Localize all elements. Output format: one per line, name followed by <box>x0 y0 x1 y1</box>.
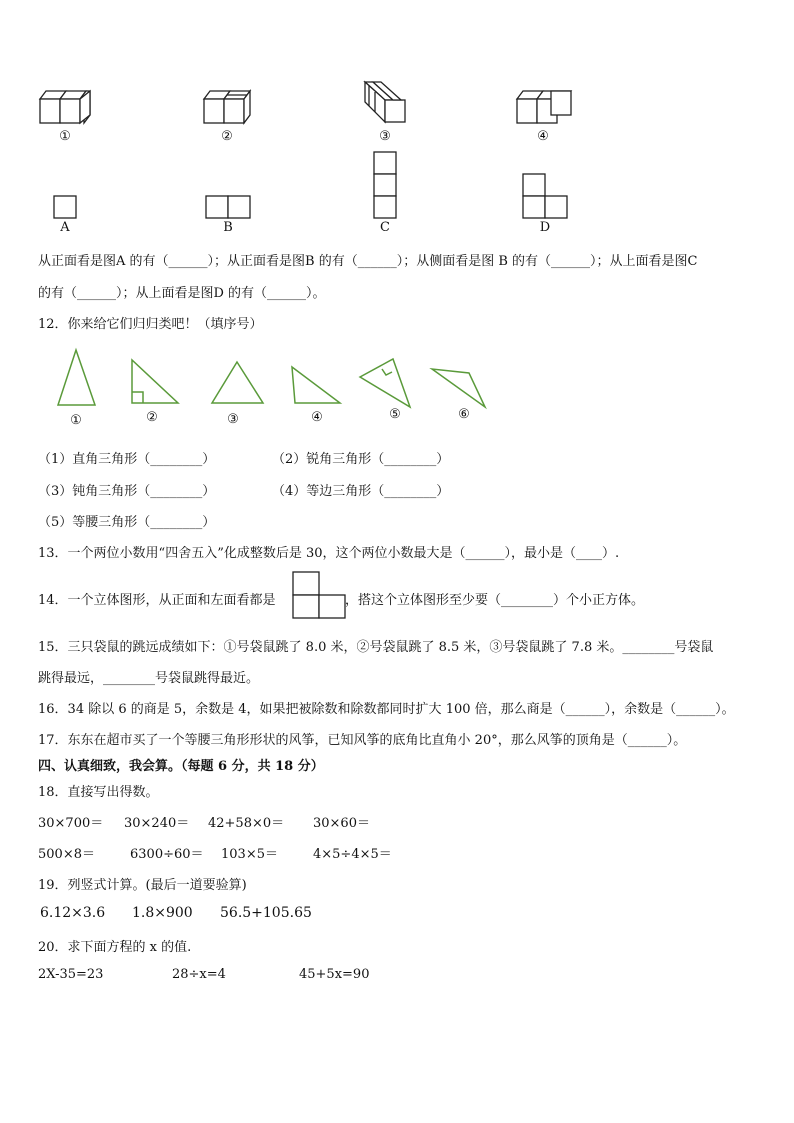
q19-item-3: 56.5+105.65 <box>220 905 312 921</box>
q18-row1-item-2: 30×240＝ <box>124 816 190 831</box>
triangle-4 <box>292 367 340 403</box>
q12-title: 12．你来给它们归归类吧！（填序号） <box>38 317 263 332</box>
triangles <box>0 0 794 440</box>
q12-item-5: （5）等腰三角形（________） <box>38 515 216 530</box>
q11-text-line2: 的有（______）；从上面看是图D 的有（______）。 <box>38 286 326 301</box>
solid-label-2: ② <box>221 129 233 144</box>
q20-title: 20．求下面方程的 x 的值. <box>38 940 192 955</box>
q14-view-figure <box>292 571 346 621</box>
q15-text-line1: 15．三只袋鼠的跳远成绩如下：①号袋鼠跳了 8.0 米，②号袋鼠跳了 8.5 米，③号袋鼠跳了 7.8 米。________号袋鼠 <box>38 640 714 655</box>
q20-item-3: 45+5x=90 <box>299 967 370 982</box>
view-label-a: A <box>60 220 70 235</box>
q20-item-2: 28÷x=4 <box>172 967 226 982</box>
triangle-label-4: ④ <box>311 410 323 425</box>
view-label-b: B <box>223 220 233 235</box>
q14-text-before: 14．一个立体图形，从正面和左面看都是 <box>38 593 276 608</box>
q18-row2-item-4: 4×5÷4×5＝ <box>313 847 392 862</box>
q19-item-1: 6.12×3.6 <box>40 905 106 921</box>
q19-title: 19．列竖式计算。(最后一道要验算) <box>38 878 247 893</box>
q18-row2-item-2: 6300÷60＝ <box>130 847 204 862</box>
q17-text: 17．东东在超市买了一个等腰三角形形状的风筝，已知风筝的底角比直角小 20°，那么风筝的顶角是（______）。 <box>38 733 687 748</box>
right-angle-mark-5 <box>382 369 392 375</box>
q18-title: 18．直接写出得数。 <box>38 785 159 800</box>
triangle-2 <box>132 360 178 403</box>
q11-text-line1: 从正面看是图A 的有（______）；从正面看是图B 的有（______）；从侧面看是图 B 的有（______）；从上面看是图C <box>38 254 698 269</box>
q20-item-1: 2X-35=23 <box>38 967 104 982</box>
q13-text: 13．一个两位小数用“四舍五入”化成整数后是 30，这个两位小数最大是（______），最小是（____）. <box>38 546 620 561</box>
q12-item-4: （4）等边三角形（________） <box>272 484 450 499</box>
solid-label-3: ③ <box>379 129 391 144</box>
q18-row1-item-1: 30×700＝ <box>38 816 104 831</box>
q18-row2-item-1: 500×8＝ <box>38 847 95 862</box>
q12-item-2: （2）锐角三角形（________） <box>272 452 450 467</box>
triangle-label-5: ⑤ <box>389 407 401 422</box>
triangle-3 <box>212 362 263 403</box>
section-4-heading: 四、认真细致，我会算。（每题 6 分，共 18 分） <box>38 759 324 774</box>
q12-item-3: （3）钝角三角形（________） <box>38 484 216 499</box>
solid-label-1: ① <box>59 129 71 144</box>
q19-item-2: 1.8×900 <box>132 905 193 921</box>
view-label-c: C <box>380 220 390 235</box>
q18-row2-item-3: 103×5＝ <box>221 847 278 862</box>
triangle-label-1: ① <box>70 413 82 428</box>
triangle-label-3: ③ <box>227 412 239 427</box>
solid-label-4: ④ <box>537 129 549 144</box>
q12-item-1: （1）直角三角形（________） <box>38 452 216 467</box>
triangle-5 <box>360 359 410 407</box>
triangle-label-6: ⑥ <box>458 407 470 422</box>
q16-text: 16．34 除以 6 的商是 5，余数是 4，如果把被除数和除数都同时扩大 100 倍，那么商是（______），余数是（______）。 <box>38 702 735 717</box>
view-label-d: D <box>539 220 551 235</box>
triangle-6 <box>432 369 485 407</box>
q14-text-after: ，搭这个立体图形至少要（________）个小正方体。 <box>345 593 645 608</box>
q18-row1-item-4: 30×60＝ <box>313 816 370 831</box>
triangle-label-2: ② <box>146 410 158 425</box>
right-angle-mark-2 <box>132 392 143 403</box>
q15-text-line2: 跳得最远，________号袋鼠跳得最近。 <box>38 671 260 686</box>
triangle-1 <box>58 350 95 405</box>
q18-row1-item-3: 42+58×0＝ <box>208 816 285 831</box>
